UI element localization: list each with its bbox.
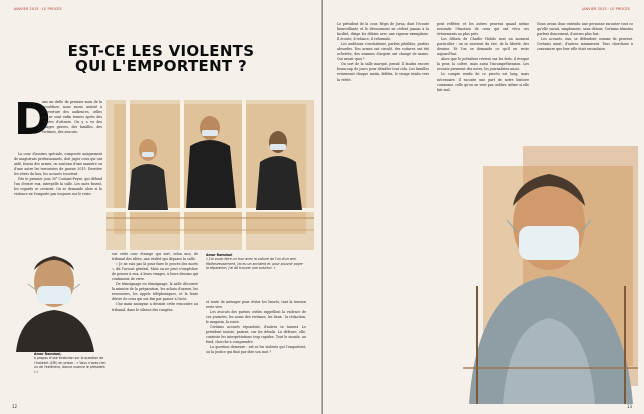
paragraph: Nous avons donc entendu une personne raconter tout ce qu'elle savait, simplement, sans détour. Certains témoins parlent doucement, d'autres plus fort. <box>537 22 633 37</box>
paragraph: La question demeure : est-ce les violents qui l'emportent, ou la justice qui finit par dire son mot ? <box>206 345 306 355</box>
paragraph: Dès le premier jour, M° Coutant-Peyre, qui défend l'un d'entre eux, interpelle la salle. Les mots fusent, les regards se croisent. On se demande alors si la violence ne l'emporte pas toujours sur le reste. <box>14 177 102 197</box>
courtroom-illustration <box>106 100 314 250</box>
left-col1 <box>14 152 102 244</box>
right-col1 <box>337 22 429 222</box>
left-col1-top <box>42 100 102 152</box>
paragraph: De témoignage en témoignage, la salle découvre la minutie de la préparation, les achats d'armes, les rencontres, les appels téléphoniques, et la lente dérive de ceux qui ont fini par passer à l'acte. <box>112 282 198 302</box>
paragraph: Les avocats des parties civiles rappellent la violence de ces journées, les noms des victimes, les lieux : la rédaction, le magasin, la route. <box>206 310 306 325</box>
paragraph: peut refléter, et les autres peuvent quand même ressentir l'émotion de ceux qui ont vécu ces événements au plus près. <box>437 22 529 37</box>
folio-right: 13 <box>626 404 632 409</box>
paragraph: Les accusés, eux, se défendent comme ils peuvent. Certains nient, d'autres minimisent. Tous cherchent à convaincre que leur rôle était secondaire. <box>537 37 633 52</box>
left-col3 <box>206 300 306 402</box>
paragraph: La cour d'assises spéciale, composée uniquement de magistrats professionnels, doit juger ceux qui ont aidé, fourni des armes, ou soutenu d'une manière ou d'une autre les terroristes de janvier 2015. Derrière les vitres du box, les accusés écoutent. <box>14 152 102 177</box>
caption-name: Amar Ramdani, <box>34 352 62 356</box>
paragraph: « Je ne suis pas là pour faire le procès des morts », dit l'avocat général. Mais on ne peut s'empêcher de penser à eux, à leurs visages, à leurs dessins qui continuent de vivre. <box>112 262 198 282</box>
running-head-left: JANVIER 2015 · LE PROCÈS <box>14 7 62 11</box>
paragraph: Alors que le président revient sur les faits, il évoque la peur, la colère, mais aussi l'incompréhension. Les avocats prennent des notes, les journalistes aussi. <box>437 57 529 72</box>
caption-text: à propos d'une évolution sur la question de l'incident (CRI) en prison : « Vous n'avez rien vu de l'extérieur, bonne nuance le président ! » <box>34 356 106 374</box>
running-head-right: JANVIER 2015 · LE PROCÈS <box>582 7 630 11</box>
caption-left <box>34 352 106 374</box>
caption-name: Amar Ramdani <box>206 253 233 257</box>
paragraph: sur cette cour étrange qui sert, selon moi, de tribunal des idées, une réalité qui dépasse la salle. <box>112 252 198 262</box>
paragraph: Une main anonyme a dessiné cette rencontre au tribunal, dans le silence des rangées. <box>112 302 198 312</box>
portrait-amar-ramdani <box>6 244 102 352</box>
paragraph: Le président de la cour, Régis de Jorna, dont l'écoute bienveillante et le dévouement ne cèdent jamais à la facilité, dirige les débats avec une rigueur exemplaire. Il écoute, il relance, il reformule. <box>337 22 429 42</box>
paragraph: et tente de ménager pour éviter les heurts, tant la tension reste vive. <box>206 300 306 310</box>
caption-text: « J'ai voulu faire un tour avec la voiture de l'un d'un ami. Malheureusement, j'ai eu un accident et, pour pouvoir payer la réparation, j'ai dû trouver une solution. » <box>206 257 303 271</box>
paragraph: Certains accusés répondent, d'autres se taisent. Le président insiste, patient, sur les détails. La défense, elle, conteste les interprétations trop rapides. Tout le monde, au fond, cherche à comprendre. <box>206 325 306 345</box>
paragraph: On sort de la salle marqué, pensif. Il faudra encore beaucoup de jours pour démêler tout cela. Les familles reviennent chaque matin, fidèles, le visage tendu vers la vérité. <box>337 62 429 82</box>
right-page <box>323 0 644 414</box>
paragraph: ans un drôle de premier mois de la procédure, nous avons assisté à l'ouverture des audiences, celles qui se sont enfin tenues après des années d'attente. On y a vu des visages graves, des familles, des victimes, des avocats. <box>42 100 102 135</box>
left-col2 <box>112 252 198 402</box>
drop-cap: D <box>14 94 51 145</box>
paragraph: Les auditions s'enchaînent, parfois pénibles, parfois absurdes. Des armes ont circulé, des voitures ont été achetées, des sommes d'argent ont changé de mains. Qui savait quoi ? <box>337 42 429 62</box>
portrait-ali-riza-polat <box>463 136 638 404</box>
paragraph: Le compte rendu de ce procès est long, mais nécessaire. Il raconte une part de notre histoire commune, celle qu'on ne veut pas oublier, même si elle fait mal. <box>437 72 529 92</box>
right-col3 <box>537 22 633 132</box>
folio-left: 12 <box>12 404 18 409</box>
headline: EST-CE LES VIOLENTS QUI L'EMPORTENT ? <box>67 42 255 75</box>
caption-center <box>206 253 306 271</box>
paragraph: Les débats de Charlie Hebdo sont un moment particulier : on se souvient du rire, de la liberté, des dessins. Et l'on se demande ce qu'il en reste aujourd'hui. <box>437 37 529 57</box>
